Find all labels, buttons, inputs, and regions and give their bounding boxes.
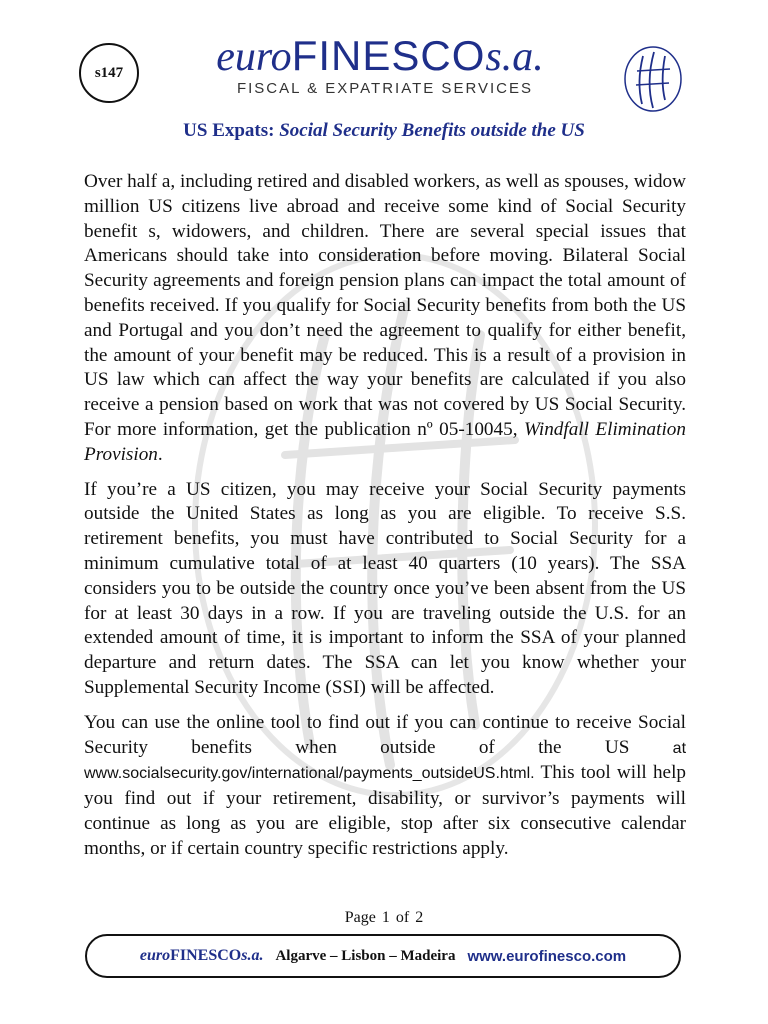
payments-outside-us-link[interactable]: at www.socialsecurity.gov/international/payments_outsideUS.html. bbox=[84, 739, 687, 783]
brand-tagline: FISCAL & EXPATRIATE SERVICES bbox=[236, 80, 534, 97]
page-of: of bbox=[395, 909, 410, 926]
document-code-badge bbox=[79, 43, 139, 103]
footer-website-link[interactable]: www.eurofinesco.com bbox=[467, 947, 627, 965]
article-body bbox=[84, 170, 686, 872]
brand-prefix: euro bbox=[216, 34, 292, 80]
document-code: s147 bbox=[94, 64, 124, 81]
paragraph-3 bbox=[84, 711, 686, 862]
document-title bbox=[0, 120, 768, 142]
paragraph-1 bbox=[84, 170, 686, 468]
brand-logotype bbox=[195, 34, 565, 79]
company-logo-icon bbox=[621, 44, 685, 114]
title-lead: US Expats: bbox=[183, 120, 275, 141]
page-label: Page bbox=[344, 909, 376, 926]
paragraph-1-italic: Windfall Elimination Provision bbox=[84, 418, 686, 465]
page-number bbox=[0, 909, 768, 927]
footer-brand bbox=[140, 947, 264, 965]
footer-brand-prefix: euro bbox=[139, 947, 171, 964]
paragraph-3-rest: This tool will help you find out if your retirement, disability, or survivor’s payments will continue as long as you are eligible, stop after six consecutive calendar months, or if certain country specific restrictions apply. bbox=[84, 762, 686, 859]
title-rest: Social Security Benefits outside the US bbox=[279, 120, 585, 141]
paragraph-1-text: Over half a, including retired and disabled workers, as well as spouses, widow million US citizens live abroad and receive some kind of Social Security benefit s, widowers, and children. There are several special issues that Americans should take into consideration before moving. Bilateral Social Security agreements and foreign pension plans can impact the total amount of benefits received. If you qualify for Social Security benefits from both the US and Portugal and you don’t need the agreement to qualify for either benefit, the amount of your benefit may be reduced. This is a result of a provision in US law which can affect the way your benefits are calculated if you also receive a pension based on work that was not covered by US Social Security. For more information, get the publication nº 05-10045, bbox=[84, 171, 686, 440]
footer-brand-suffix: s.a. bbox=[241, 947, 264, 964]
footer-banner bbox=[85, 934, 681, 978]
brand-main: FINESCO bbox=[291, 32, 486, 79]
paragraph-2: If you’re a US citizen, you may receive your Social Security payments outside the United States as long as you are eligible. To receive S.S. retirement benefits, you must have contributed to Social Security for a minimum cumulative total of at least 40 quarters (10 years). The SSA considers you to be outside the country once you’ve been absent from the US for at least 30 days in a row. If you are traveling outside the U.S. for an extended amount of time, it is important to inform the SSA of your planned departure and return dates. The SSA can let you know whether your Supplemental Security Income (SSI) will be affected. bbox=[84, 478, 686, 698]
page-current: 1 bbox=[381, 909, 390, 926]
paragraph-3-text: You can use the online tool to find out if you can continue to receive Social Security benefits when outside of the US bbox=[84, 711, 686, 758]
footer-brand-main: FINESCO bbox=[170, 947, 242, 964]
page-total: 2 bbox=[415, 909, 424, 926]
paragraph-1-end: . bbox=[157, 443, 163, 465]
brand-suffix: s.a. bbox=[485, 34, 544, 80]
footer-locations: Algarve – Lisbon – Madeira bbox=[275, 947, 456, 964]
